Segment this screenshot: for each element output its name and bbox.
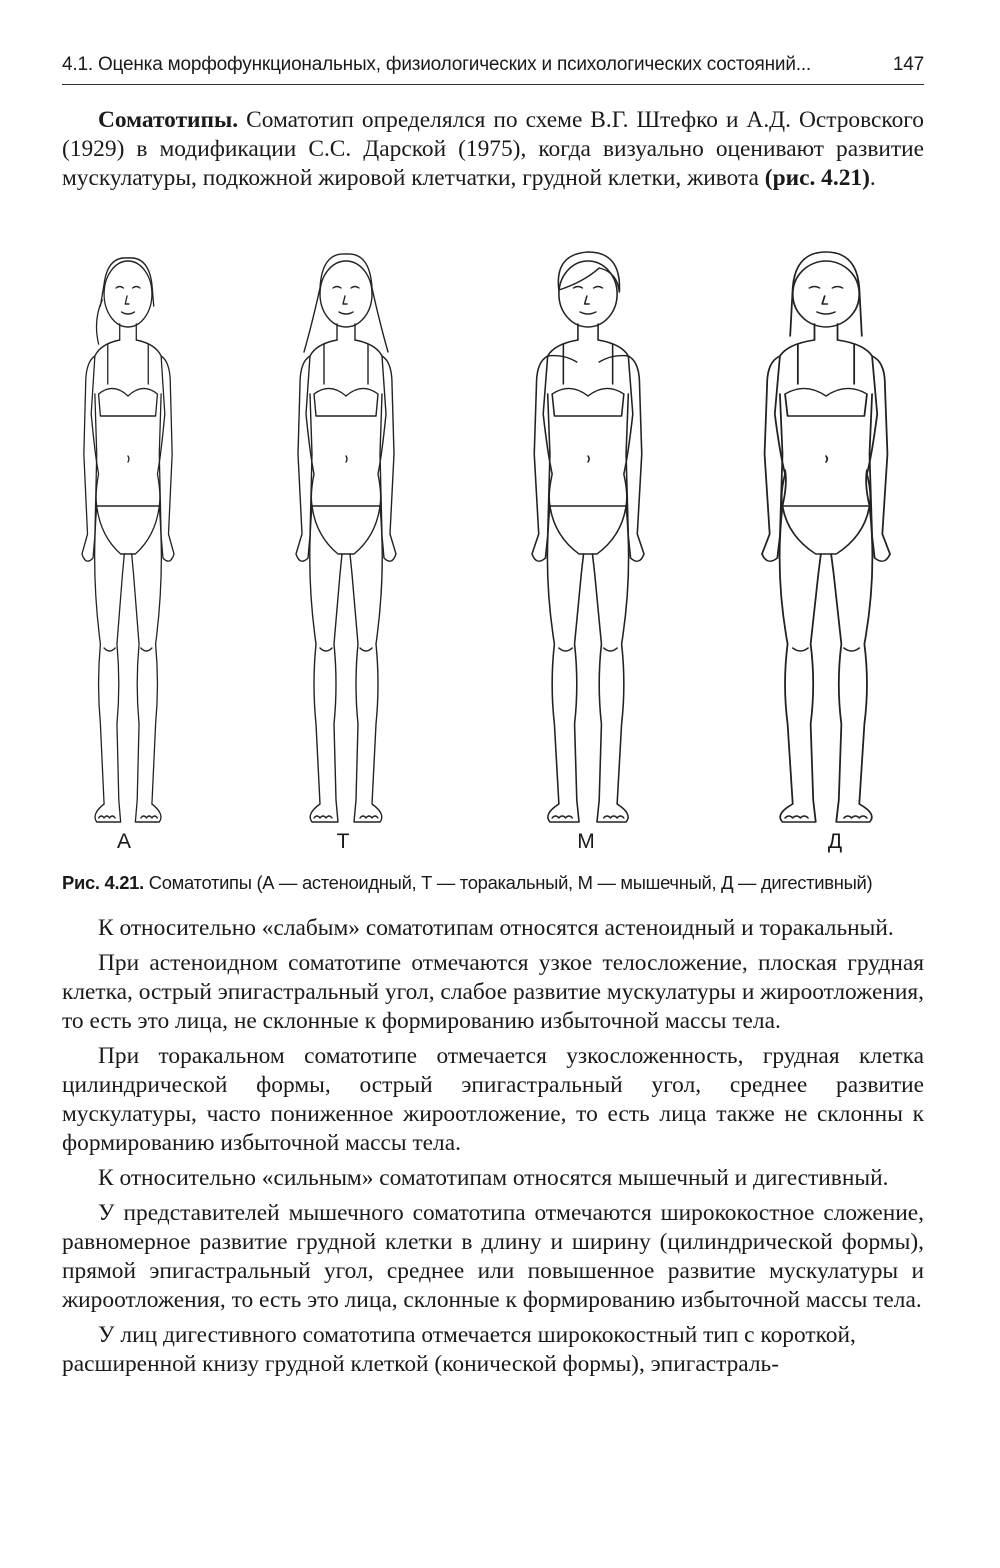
somatotype-figure bbox=[56, 240, 936, 840]
running-header bbox=[62, 50, 924, 85]
figure-muscular bbox=[532, 252, 644, 822]
caption-lead: Рис. 4.21. bbox=[62, 872, 144, 893]
figure-label-t: Т bbox=[336, 830, 350, 853]
paragraph: У представителей мышечного соматотипа отмечаются ширококостное сложение, равномерное развитие грудной клетки в длину и ширину (цилиндрической формы), прямой эпигастральный угол, среднее или повышенное развитие мускулатуры и жироотложения, то есть это лица, склонные к формированию избыточной массы тела. bbox=[62, 1200, 924, 1313]
figure-caption bbox=[62, 872, 942, 894]
intro-lead: Соматотипы. bbox=[98, 107, 239, 133]
figure-label-d: Д bbox=[827, 830, 843, 853]
figure-label-a: А bbox=[116, 830, 131, 853]
intro-paragraph bbox=[62, 106, 924, 199]
intro-end: . bbox=[869, 165, 876, 191]
paragraph: К относительно «сильным» соматотипам относятся мышечный и дигестивный. bbox=[98, 1165, 889, 1191]
running-header-title: 4.1. Оценка морфофункциональных, физиологических и психологических состояний... bbox=[62, 54, 811, 75]
page-number: 147 bbox=[892, 54, 924, 75]
paragraph: При астеноидном соматотипе отмечаются узкое телосложение, плоская грудная клетка, острый эпигастральный угол, слабое развитие мускулатуры и жироотложения, то есть это лица, не склонные к формированию избыточной массы тела. bbox=[62, 950, 924, 1034]
figure-thoracic bbox=[296, 254, 396, 822]
paragraph: У лиц дигестивного соматотипа отмечается ширококостный тип с короткой, расширенной книзу грудной клеткой (конической формы), эпигастраль- bbox=[62, 1322, 856, 1377]
paragraph: К относительно «слабым» соматотипам относятся астеноидный и торакальный. bbox=[98, 915, 894, 941]
figure-reference: (рис. 4.21) bbox=[764, 165, 870, 191]
paragraph: При торакальном соматотипе отмечается узкосложенность, грудная клетка цилиндрической формы, острый эпигастральный угол, среднее развитие мускулатуры, часто пониженное жироотложение, то есть лица также не склонны к формированию избыточной массы тела. bbox=[62, 1043, 924, 1156]
intro-text: Соматотип определялся по схеме В.Г. Штефко и А.Д. Островского (1929) в модификации С.С. Дарской (1975), когда визуально оценивают развитие мускулатуры, подкожной жировой клетчатки, грудной клетки, живота bbox=[62, 107, 924, 191]
caption-text: Соматотипы (А — астеноидный, Т — торакальный, М — мышечный, Д — дигестивный) bbox=[143, 872, 873, 893]
figure-asthenoid bbox=[82, 258, 174, 822]
figure-digestive bbox=[762, 252, 890, 822]
figure-label-m: М bbox=[577, 830, 595, 853]
body-text bbox=[62, 914, 924, 1385]
